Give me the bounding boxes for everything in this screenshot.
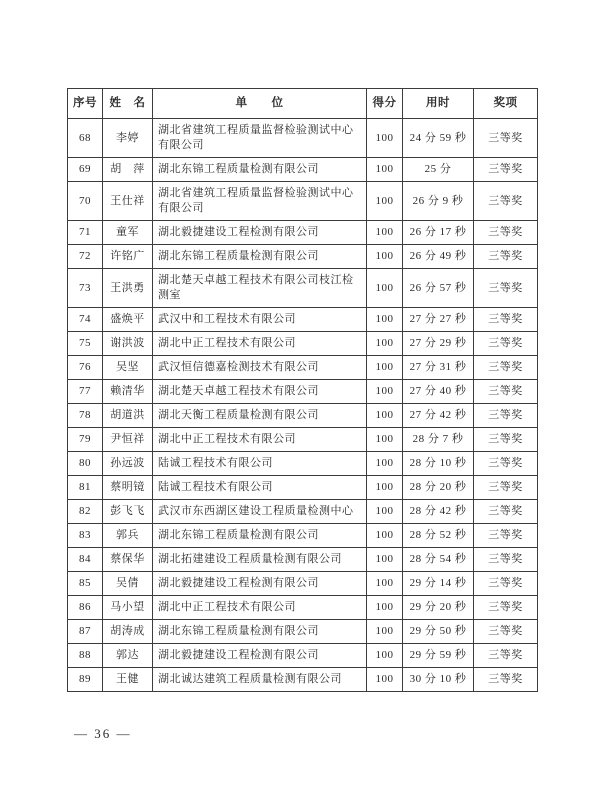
cell-unit: 湖北毅捷建设工程检测有限公司 bbox=[153, 221, 367, 245]
table-row bbox=[68, 644, 538, 668]
cell-time: 25 分 bbox=[403, 158, 474, 182]
cell-name: 郭达 bbox=[103, 644, 153, 668]
table-row bbox=[68, 596, 538, 620]
cell-time: 28 分 10 秒 bbox=[403, 452, 474, 476]
cell-no: 78 bbox=[68, 404, 103, 428]
results-table bbox=[67, 88, 538, 692]
table-row bbox=[68, 428, 538, 452]
table-row bbox=[68, 548, 538, 572]
cell-time: 28 分 7 秒 bbox=[403, 428, 474, 452]
cell-score: 100 bbox=[367, 269, 403, 308]
cell-name: 胡 萍 bbox=[103, 158, 153, 182]
cell-name: 许铭广 bbox=[103, 245, 153, 269]
cell-no: 88 bbox=[68, 644, 103, 668]
cell-name: 谢洪波 bbox=[103, 332, 153, 356]
col-header-name: 姓 名 bbox=[103, 89, 153, 119]
cell-award: 三等奖 bbox=[474, 596, 538, 620]
cell-score: 100 bbox=[367, 524, 403, 548]
cell-time: 28 分 54 秒 bbox=[403, 548, 474, 572]
cell-unit: 湖北楚天卓越工程技术有限公司 bbox=[153, 380, 367, 404]
cell-no: 85 bbox=[68, 572, 103, 596]
cell-award: 三等奖 bbox=[474, 476, 538, 500]
cell-time: 28 分 52 秒 bbox=[403, 524, 474, 548]
cell-no: 72 bbox=[68, 245, 103, 269]
col-header-time: 用时 bbox=[403, 89, 474, 119]
cell-unit: 湖北天衡工程质量检测有限公司 bbox=[153, 404, 367, 428]
cell-unit: 湖北东锦工程质量检测有限公司 bbox=[153, 245, 367, 269]
page-number: — 36 — bbox=[74, 726, 132, 741]
cell-award: 三等奖 bbox=[474, 572, 538, 596]
cell-name: 吴坚 bbox=[103, 356, 153, 380]
cell-name: 王洪勇 bbox=[103, 269, 153, 308]
cell-score: 100 bbox=[367, 620, 403, 644]
cell-name: 郭兵 bbox=[103, 524, 153, 548]
cell-name: 孙远波 bbox=[103, 452, 153, 476]
col-header-award: 奖项 bbox=[474, 89, 538, 119]
cell-name: 吴倩 bbox=[103, 572, 153, 596]
col-header-score: 得分 bbox=[367, 89, 403, 119]
cell-score: 100 bbox=[367, 119, 403, 158]
cell-name: 王健 bbox=[103, 668, 153, 692]
cell-unit: 湖北毅捷建设工程检测有限公司 bbox=[153, 572, 367, 596]
cell-unit: 武汉市东西湖区建设工程质量检测中心 bbox=[153, 500, 367, 524]
cell-unit: 湖北中正工程技术有限公司 bbox=[153, 428, 367, 452]
cell-score: 100 bbox=[367, 221, 403, 245]
cell-no: 87 bbox=[68, 620, 103, 644]
cell-name: 李婷 bbox=[103, 119, 153, 158]
table-row bbox=[68, 404, 538, 428]
cell-award: 三等奖 bbox=[474, 380, 538, 404]
cell-score: 100 bbox=[367, 332, 403, 356]
table-row bbox=[68, 524, 538, 548]
table-row bbox=[68, 572, 538, 596]
cell-time: 29 分 14 秒 bbox=[403, 572, 474, 596]
cell-no: 84 bbox=[68, 548, 103, 572]
cell-score: 100 bbox=[367, 572, 403, 596]
cell-award: 三等奖 bbox=[474, 548, 538, 572]
cell-unit: 湖北中正工程技术有限公司 bbox=[153, 596, 367, 620]
cell-name: 马小望 bbox=[103, 596, 153, 620]
cell-unit: 湖北诚达建筑工程质量检测有限公司 bbox=[153, 668, 367, 692]
cell-no: 80 bbox=[68, 452, 103, 476]
cell-time: 29 分 59 秒 bbox=[403, 644, 474, 668]
cell-unit: 陆诚工程技术有限公司 bbox=[153, 476, 367, 500]
cell-no: 86 bbox=[68, 596, 103, 620]
cell-award: 三等奖 bbox=[474, 668, 538, 692]
cell-award: 三等奖 bbox=[474, 158, 538, 182]
cell-no: 82 bbox=[68, 500, 103, 524]
cell-award: 三等奖 bbox=[474, 452, 538, 476]
table-row bbox=[68, 332, 538, 356]
cell-award: 三等奖 bbox=[474, 524, 538, 548]
cell-time: 29 分 50 秒 bbox=[403, 620, 474, 644]
table-row bbox=[68, 476, 538, 500]
cell-name: 蔡明镜 bbox=[103, 476, 153, 500]
cell-award: 三等奖 bbox=[474, 332, 538, 356]
cell-unit: 湖北省建筑工程质量监督检验测试中心有限公司 bbox=[153, 119, 367, 158]
cell-name: 蔡保华 bbox=[103, 548, 153, 572]
cell-award: 三等奖 bbox=[474, 644, 538, 668]
cell-score: 100 bbox=[367, 452, 403, 476]
cell-unit: 湖北东锦工程质量检测有限公司 bbox=[153, 524, 367, 548]
cell-time: 28 分 20 秒 bbox=[403, 476, 474, 500]
cell-no: 69 bbox=[68, 158, 103, 182]
cell-unit: 湖北东锦工程质量检测有限公司 bbox=[153, 620, 367, 644]
cell-time: 27 分 31 秒 bbox=[403, 356, 474, 380]
cell-score: 100 bbox=[367, 548, 403, 572]
cell-no: 73 bbox=[68, 269, 103, 308]
cell-unit: 武汉中和工程技术有限公司 bbox=[153, 308, 367, 332]
cell-unit: 陆诚工程技术有限公司 bbox=[153, 452, 367, 476]
cell-no: 77 bbox=[68, 380, 103, 404]
cell-unit: 湖北毅捷建设工程检测有限公司 bbox=[153, 644, 367, 668]
cell-unit: 湖北东锦工程质量检测有限公司 bbox=[153, 158, 367, 182]
cell-unit: 武汉恒信德嘉检测技术有限公司 bbox=[153, 356, 367, 380]
cell-time: 26 分 57 秒 bbox=[403, 269, 474, 308]
cell-time: 28 分 42 秒 bbox=[403, 500, 474, 524]
table-row bbox=[68, 119, 538, 158]
cell-no: 89 bbox=[68, 668, 103, 692]
table-row bbox=[68, 668, 538, 692]
cell-time: 27 分 27 秒 bbox=[403, 308, 474, 332]
cell-time: 26 分 49 秒 bbox=[403, 245, 474, 269]
col-header-no: 序号 bbox=[68, 89, 103, 119]
table-row bbox=[68, 380, 538, 404]
cell-score: 100 bbox=[367, 428, 403, 452]
cell-name: 胡涛成 bbox=[103, 620, 153, 644]
cell-unit: 湖北省建筑工程质量监督检验测试中心有限公司 bbox=[153, 182, 367, 221]
cell-no: 74 bbox=[68, 308, 103, 332]
cell-award: 三等奖 bbox=[474, 308, 538, 332]
table-row bbox=[68, 620, 538, 644]
cell-award: 三等奖 bbox=[474, 620, 538, 644]
cell-no: 83 bbox=[68, 524, 103, 548]
table-row bbox=[68, 182, 538, 221]
cell-no: 75 bbox=[68, 332, 103, 356]
cell-award: 三等奖 bbox=[474, 119, 538, 158]
cell-award: 三等奖 bbox=[474, 428, 538, 452]
cell-unit: 湖北楚天卓越工程技术有限公司枝江检测室 bbox=[153, 269, 367, 308]
table-row bbox=[68, 269, 538, 308]
cell-no: 79 bbox=[68, 428, 103, 452]
cell-score: 100 bbox=[367, 245, 403, 269]
cell-score: 100 bbox=[367, 644, 403, 668]
cell-score: 100 bbox=[367, 404, 403, 428]
cell-name: 童军 bbox=[103, 221, 153, 245]
cell-time: 30 分 10 秒 bbox=[403, 668, 474, 692]
cell-award: 三等奖 bbox=[474, 500, 538, 524]
cell-score: 100 bbox=[367, 500, 403, 524]
cell-time: 24 分 59 秒 bbox=[403, 119, 474, 158]
cell-award: 三等奖 bbox=[474, 245, 538, 269]
col-header-unit: 单 位 bbox=[153, 89, 367, 119]
cell-time: 29 分 20 秒 bbox=[403, 596, 474, 620]
table-row bbox=[68, 308, 538, 332]
cell-name: 盛焕平 bbox=[103, 308, 153, 332]
table-row bbox=[68, 221, 538, 245]
cell-unit: 湖北拓建建设工程质量检测有限公司 bbox=[153, 548, 367, 572]
cell-time: 27 分 42 秒 bbox=[403, 404, 474, 428]
cell-name: 赖清华 bbox=[103, 380, 153, 404]
results-table-body bbox=[68, 119, 538, 692]
cell-award: 三等奖 bbox=[474, 356, 538, 380]
cell-time: 27 分 40 秒 bbox=[403, 380, 474, 404]
cell-no: 71 bbox=[68, 221, 103, 245]
table-row bbox=[68, 452, 538, 476]
table-row bbox=[68, 356, 538, 380]
cell-time: 26 分 9 秒 bbox=[403, 182, 474, 221]
cell-score: 100 bbox=[367, 476, 403, 500]
cell-award: 三等奖 bbox=[474, 269, 538, 308]
cell-score: 100 bbox=[367, 182, 403, 221]
cell-name: 彭飞飞 bbox=[103, 500, 153, 524]
cell-name: 尹恒祥 bbox=[103, 428, 153, 452]
cell-score: 100 bbox=[367, 308, 403, 332]
cell-score: 100 bbox=[367, 380, 403, 404]
cell-score: 100 bbox=[367, 158, 403, 182]
cell-award: 三等奖 bbox=[474, 404, 538, 428]
table-header-row bbox=[68, 89, 538, 119]
table-row bbox=[68, 245, 538, 269]
table-row bbox=[68, 158, 538, 182]
cell-no: 76 bbox=[68, 356, 103, 380]
cell-score: 100 bbox=[367, 668, 403, 692]
cell-award: 三等奖 bbox=[474, 182, 538, 221]
cell-score: 100 bbox=[367, 356, 403, 380]
cell-no: 70 bbox=[68, 182, 103, 221]
table-row bbox=[68, 500, 538, 524]
cell-unit: 湖北中正工程技术有限公司 bbox=[153, 332, 367, 356]
cell-time: 27 分 29 秒 bbox=[403, 332, 474, 356]
cell-name: 胡道洪 bbox=[103, 404, 153, 428]
cell-award: 三等奖 bbox=[474, 221, 538, 245]
cell-name: 王仕祥 bbox=[103, 182, 153, 221]
cell-no: 81 bbox=[68, 476, 103, 500]
cell-no: 68 bbox=[68, 119, 103, 158]
cell-score: 100 bbox=[367, 596, 403, 620]
cell-time: 26 分 17 秒 bbox=[403, 221, 474, 245]
